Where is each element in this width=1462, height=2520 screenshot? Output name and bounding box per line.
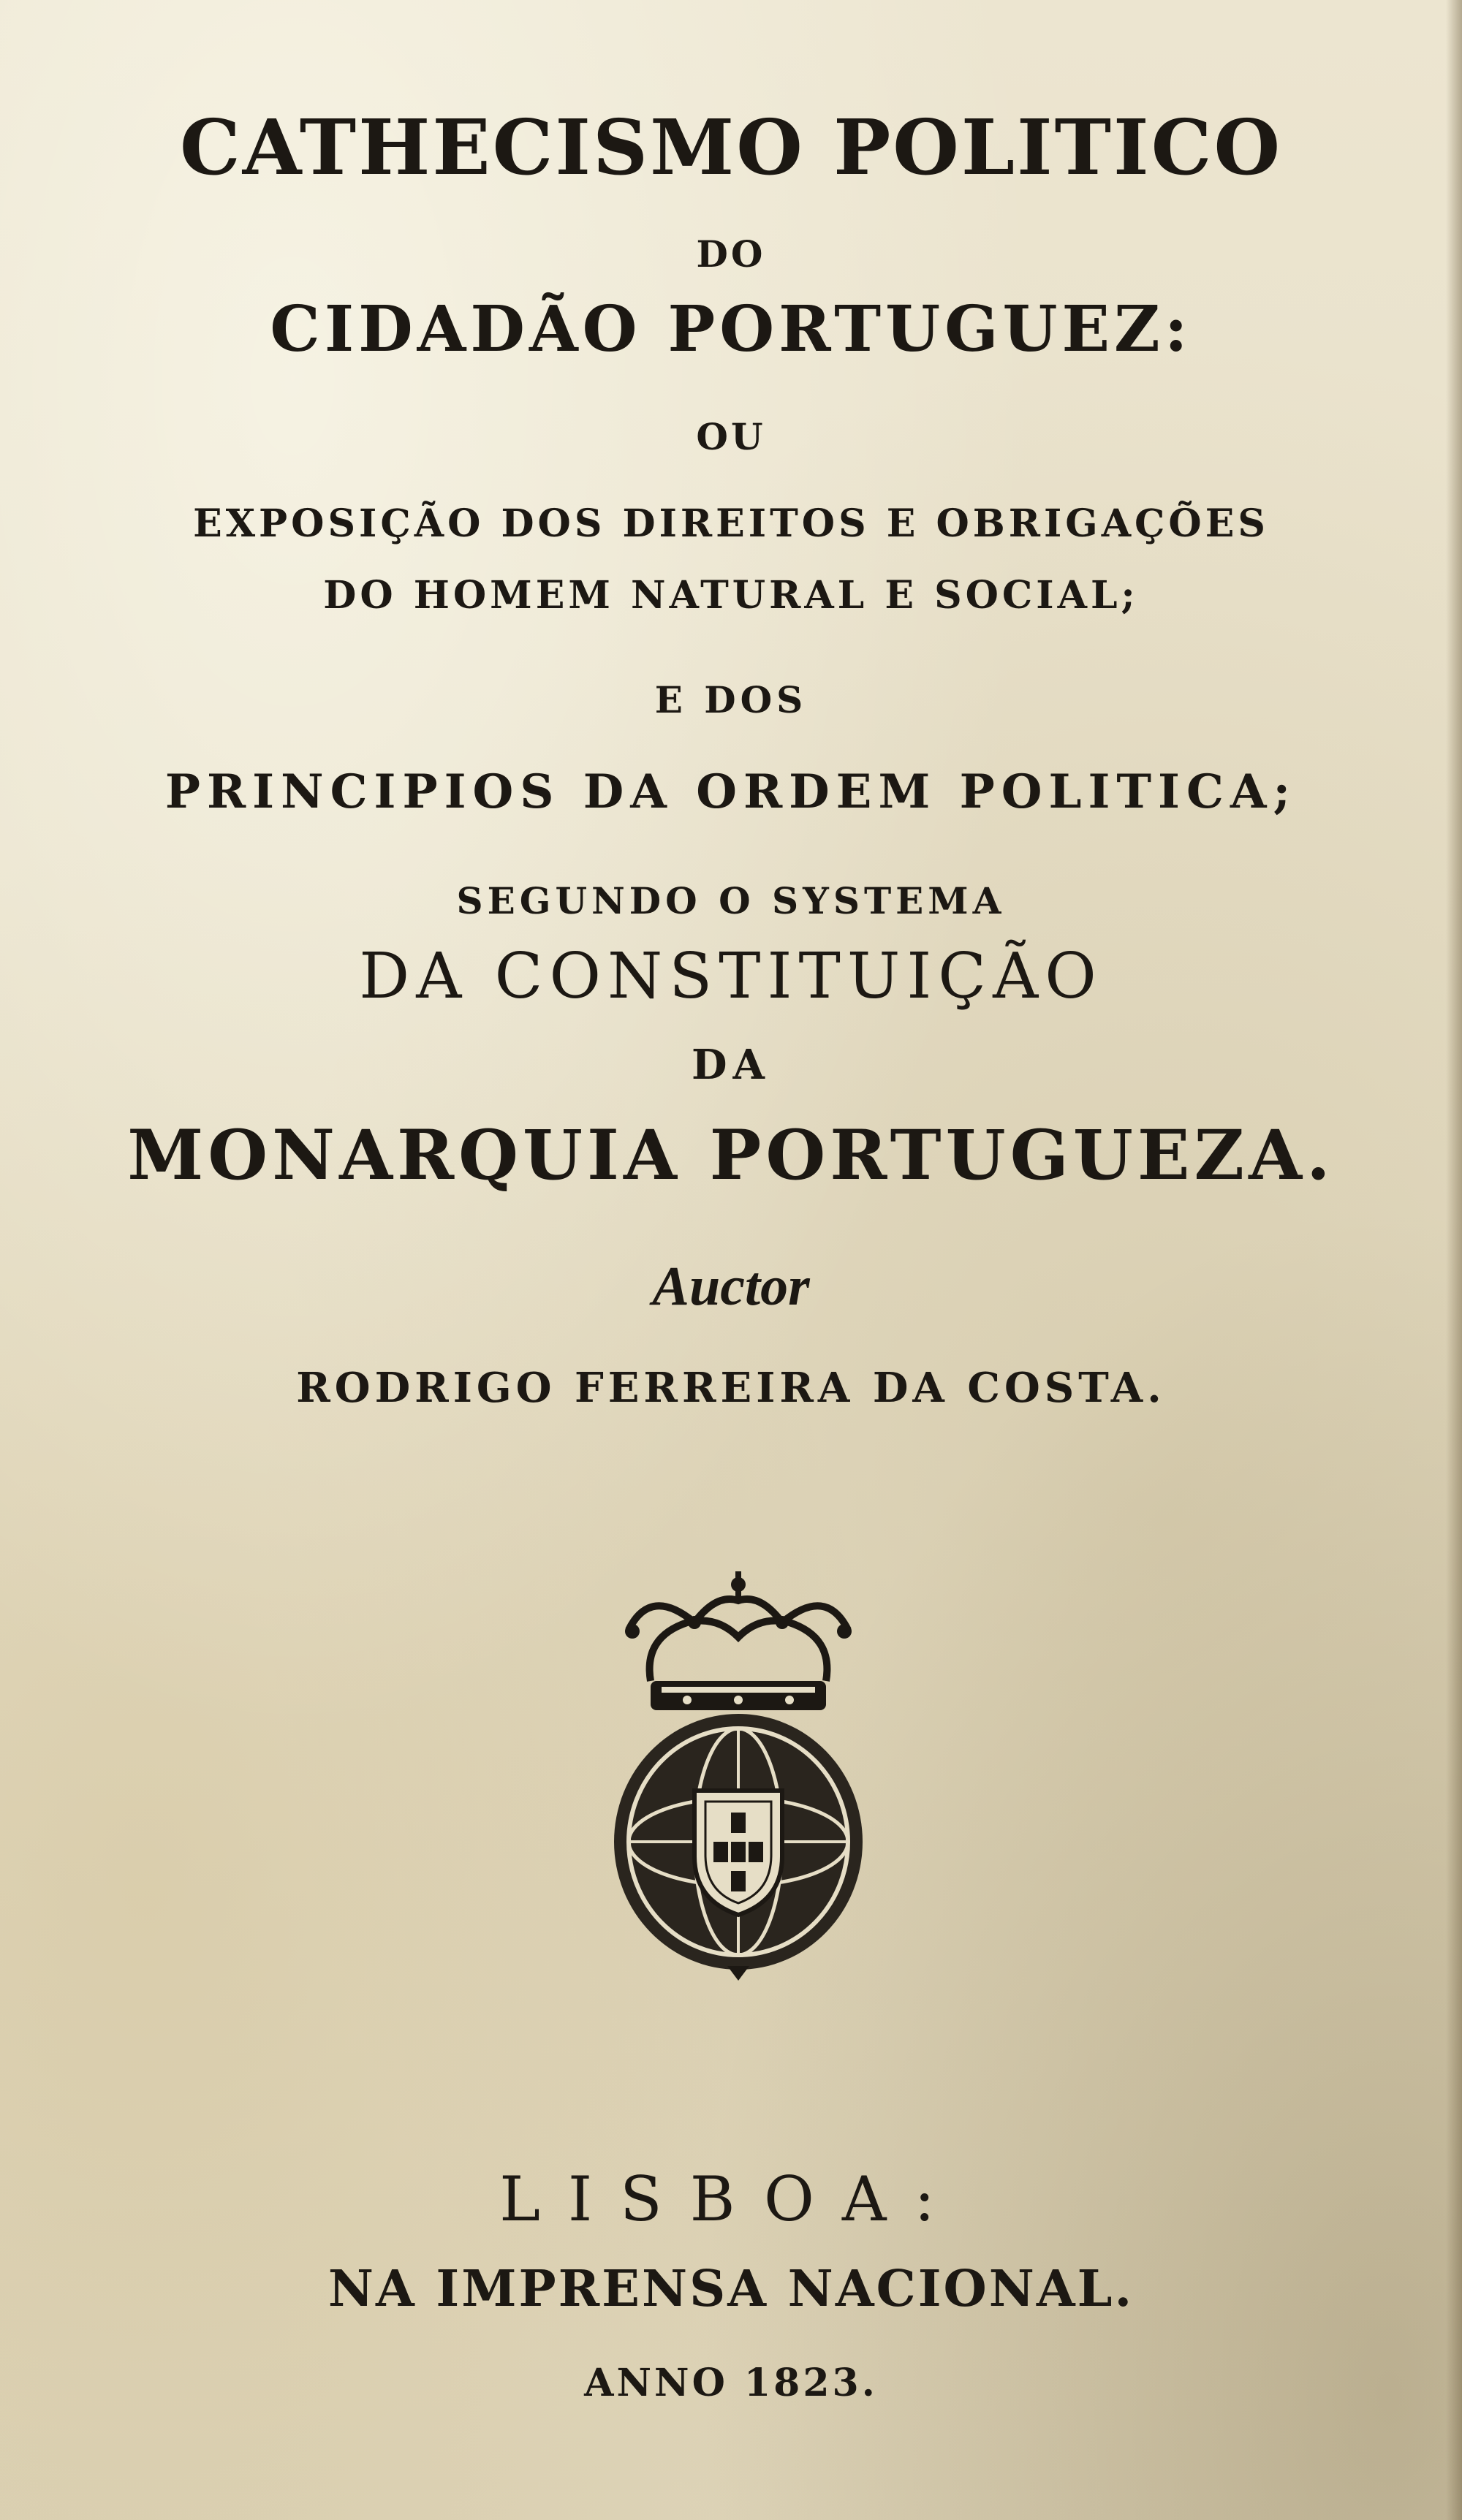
subtitle-principios: PRINCIPIOS DA ORDEM POLITICA;: [164, 764, 1298, 819]
title-cidadao: CIDADÃO PORTUGUEZ:: [270, 292, 1192, 366]
subtitle-segundo: SEGUNDO O SYSTEMA: [456, 879, 1006, 922]
author-name: RODRIGO FERREIRA DA COSTA.: [296, 1364, 1166, 1412]
imprint-city: LISBOA:: [499, 2163, 963, 2235]
royal-crown-coat-of-arms-icon: [607, 1571, 870, 1981]
subtitle-monarquia: MONARQUIA PORTUGUEZA.: [127, 1115, 1335, 1196]
author-label: Auctor: [652, 1256, 810, 1317]
title-connector-ou: OU: [696, 415, 766, 458]
subtitle-connector-da: DA: [691, 1041, 770, 1089]
book-title: CATHECISMO POLITICO: [179, 102, 1283, 192]
subtitle-exposicao: EXPOSIÇÃO DOS DIREITOS E OBRIGAÇÕES: [193, 501, 1269, 546]
subtitle-connector-edos: E DOS: [654, 678, 808, 721]
imprint-printer: NA IMPRENSA NACIONAL.: [327, 2260, 1135, 2318]
imprint-year: ANNO 1823.: [584, 2361, 878, 2405]
subtitle-homem: DO HOMEM NATURAL E SOCIAL;: [323, 573, 1139, 618]
subtitle-constituicao: DA CONSTITUIÇÃO: [359, 940, 1103, 1013]
title-connector-do: DO: [696, 232, 766, 276]
